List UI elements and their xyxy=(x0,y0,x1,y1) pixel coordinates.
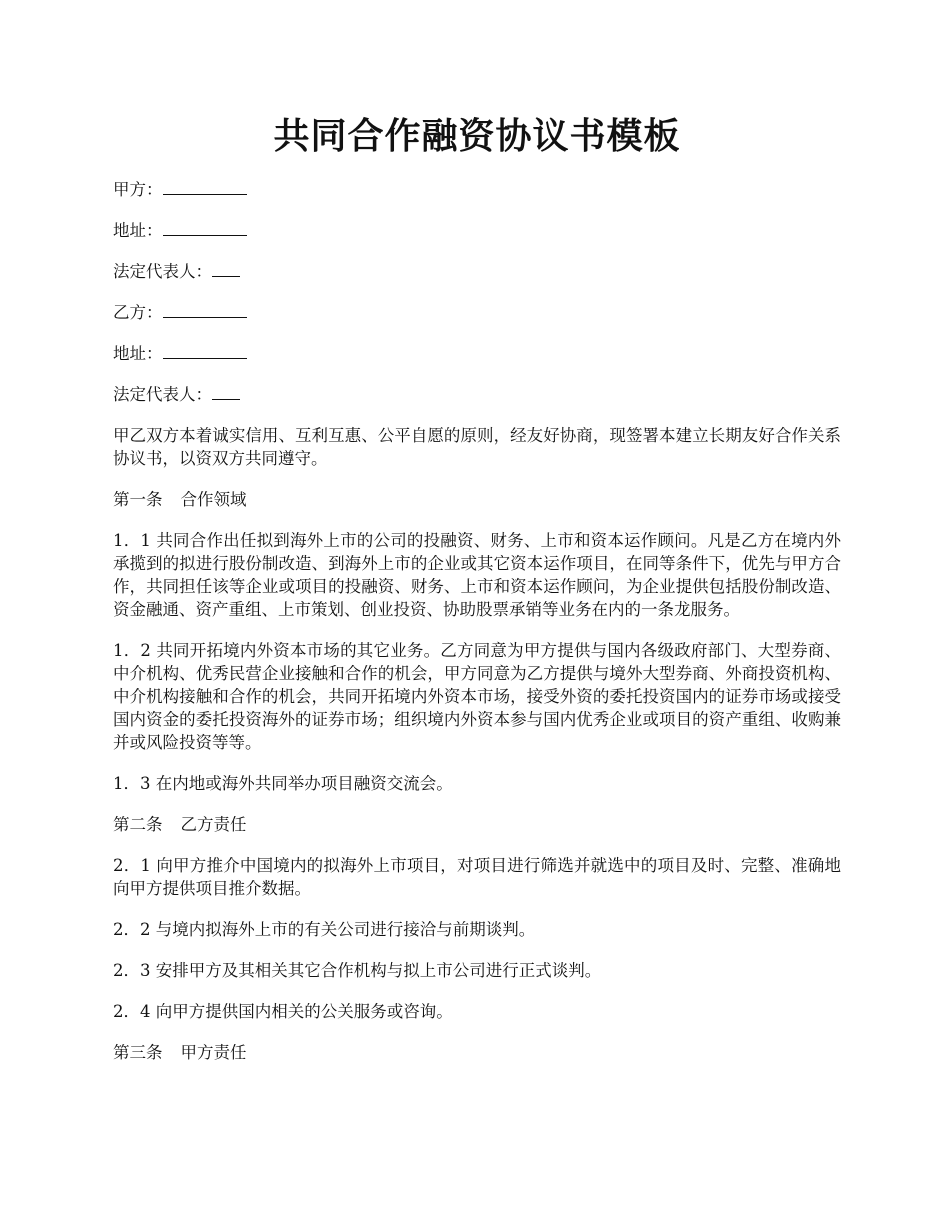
document-body xyxy=(113,178,841,1082)
party-b-representative-field xyxy=(113,383,841,406)
clause-2-1: 2．1 向甲方推介中国境内的拟海外上市项目，对项目进行筛选并就选中的项目及时、完整、准确地向甲方提供项目推介数据。 xyxy=(113,856,841,898)
party-a-address-label: 地址： xyxy=(113,221,163,240)
section-1-number: 第一条 xyxy=(113,490,163,509)
party-a-label: 甲方： xyxy=(113,180,163,199)
clause-1-2: 1．2 共同开拓境内外资本市场的其它业务。乙方同意为甲方提供与国内各级政府部门、大型券商、中介机构、优秀民营企业接触和合作的机会，甲方同意为乙方提供与境外大型券商、外商投资机构、中介机构接触和合作的机会，共同开拓境内外资本市场，接受外资的委托投资国内的证券市场或接受国内资金的委托投资海外的证券市场；组织境内外资本参与国内优秀企业或项目的资产重组、收购兼并或风险投资等等。 xyxy=(113,641,841,752)
party-a-address-field xyxy=(113,219,841,242)
clause-2-4: 2．4 向甲方提供国内相关的公关服务或咨询。 xyxy=(113,1002,453,1021)
party-b-blank xyxy=(163,301,247,318)
clause-1-1: 1．1 共同合作出任拟到海外上市的公司的投融资、财务、上市和资本运作顾问。凡是乙方在境内外承揽到的拟进行股份制改造、到海外上市的企业或其它资本运作项目，在同等条件下，优先与甲方合作，共同担任该等企业或项目的投融资、财务、上市和资本运作顾问，为企业提供包括股份制改造、资金融通、资产重组、上市策划、创业投资、协助股票承销等业务在内的一条龙服务。 xyxy=(113,531,841,619)
party-a-field xyxy=(113,178,841,201)
intro-paragraph: 甲乙双方本着诚实信用、互利互惠、公平自愿的原则，经友好协商，现签署本建立长期友好合作关系协议书，以资双方共同遵守。 xyxy=(113,426,841,468)
document-title: 共同合作融资协议书模板 xyxy=(273,115,681,157)
party-b-address-field xyxy=(113,342,841,365)
party-a-representative-field xyxy=(113,260,841,283)
section-3-title: 甲方责任 xyxy=(180,1043,247,1062)
section-1-heading xyxy=(113,488,841,511)
clause-2-3: 2．3 安排甲方及其相关其它合作机构与拟上市公司进行正式谈判。 xyxy=(113,961,602,980)
party-b-address-blank xyxy=(163,342,247,359)
party-a-representative-label: 法定代表人： xyxy=(113,262,212,281)
section-2-number: 第二条 xyxy=(113,815,163,834)
party-a-blank xyxy=(163,178,247,195)
clause-1-3: 1．3 在内地或海外共同举办项目融资交流会。 xyxy=(113,774,453,793)
section-3-number: 第三条 xyxy=(113,1043,163,1062)
clause-2-2: 2．2 与境内拟海外上市的有关公司进行接洽与前期谈判。 xyxy=(113,920,536,939)
party-b-representative-blank xyxy=(212,383,240,400)
section-2-title: 乙方责任 xyxy=(180,815,247,834)
party-b-label: 乙方： xyxy=(113,303,163,322)
party-b-field xyxy=(113,301,841,324)
section-1-title: 合作领域 xyxy=(180,490,247,509)
party-b-representative-label: 法定代表人： xyxy=(113,385,212,404)
party-b-address-label: 地址： xyxy=(113,344,163,363)
party-a-representative-blank xyxy=(212,260,240,277)
section-2-heading xyxy=(113,813,841,836)
section-3-heading xyxy=(113,1041,841,1064)
party-a-address-blank xyxy=(163,219,247,236)
